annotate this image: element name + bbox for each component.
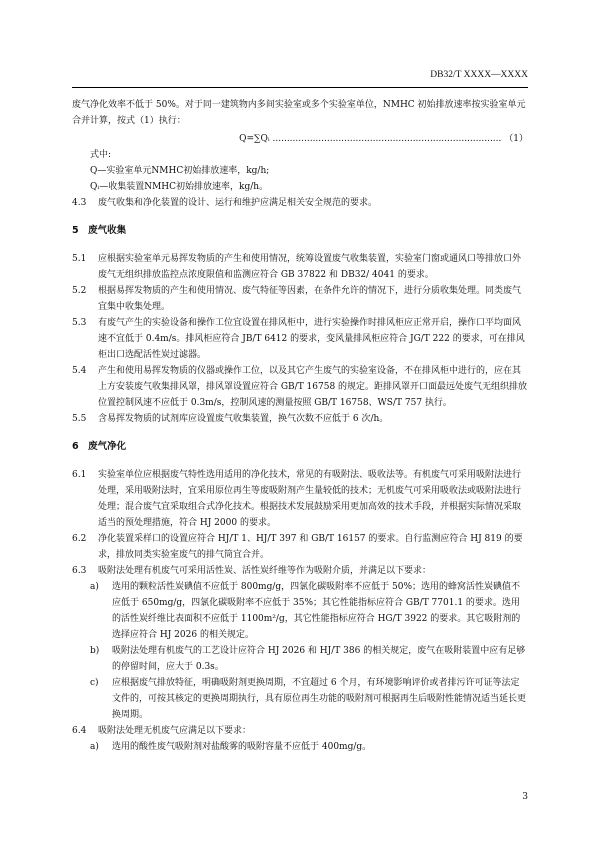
where-label: 式中: [90,150,112,160]
clause-6-4 [72,723,528,739]
intro-paragraph: 废气净化效率不低于 50%。对于同一建筑物内多间实验室或多个实验室单位，NMHC 初始排放速率按实验室单元合并计算，按式（1）执行： [72,100,526,126]
clause-6-2 [72,531,528,563]
definition-qi: Qᵢ—收集装置NMHC初始排放速率，kg/h。 [90,182,269,192]
clause-5-1 [72,251,528,283]
clause-text: 应根据实验室单元易挥发物质的产生和使用情况，统筹设置废气收集装置，实验室门窗或通风口等排放口外废气无组织排放监控点浓度限值和监测应符合 GB 37822 和 DB32/ 4041 的要求。 [98,254,522,280]
clause-number: 6.2 [72,534,87,544]
clause-number: 6.4 [72,726,87,736]
clause-5-5 [72,411,528,427]
clause-4-3 [72,195,528,211]
formula-expression: Q=∑Qᵢ [239,134,270,144]
clause-number: 5.5 [72,414,87,424]
list-text: 应根据废气排放特征，明确吸附剂更换周期，不宜超过 6 个月，有环境影响评价或者排污许可证等法定文件的，可按其核定的更换周期执行，具有原位再生功能的吸附剂可根据再生后吸附性能情况适当延长更换周期。 [112,678,527,720]
list-item-6-4-a [72,739,528,755]
list-text: 选用的颗粒活性炭碘值不应低于 800mg/g，四氯化碳吸附率不应低于 50%；选用的蜂窝活性炭碘值不应低于 650mg/g，四氯化碳吸附率不应低于 35%；其它性能指标应符合 GB/T 7701.1 的要求。选用的活性炭纤维比表面积不应低于 1100m²/g，其它性能指标应符合 HG/T 3922 的要求。其它吸附剂的选择应符合 HJ 2026 的相关规定。 [112,582,521,640]
list-item-6-3-a [72,579,528,643]
clause-number: 4.3 [72,198,87,208]
clause-5-3 [72,315,528,363]
list-label: a) [90,742,99,752]
formula-leader: ................................................................................ [272,134,502,144]
clause-number: 5.1 [72,254,87,264]
formula-definitions [72,147,528,195]
clause-text: 吸附法处理有机废气可采用活性炭、活性炭纤维等作为吸附介质，并满足以下要求： [98,566,432,576]
list-item-6-3-c [72,675,528,723]
clause-5-4 [72,363,528,411]
clause-number: 5.2 [72,286,87,296]
clause-text: 废气收集和净化装置的设计、运行和维护应满足相关安全规范的要求。 [98,198,378,208]
clause-6-1 [72,467,528,531]
clause-text: 含易挥发物质的试剂库应设置废气收集装置，换气次数不应低于 6 次/h。 [98,414,389,424]
clause-text: 吸附法处理无机废气应满足以下要求： [98,726,252,736]
clause-number: 6.1 [72,470,87,480]
section-5-heading: 5 废气收集 [72,225,127,236]
list-label: c) [90,678,99,688]
clause-6-3 [72,563,528,579]
clause-text: 净化装置采样口的设置应符合 HJ/T 1、HJ/T 397 和 GB/T 16157 的要求。自行监测应符合 HJ 819 的要求，排放同类实验室废气的排气筒宜合并。 [98,534,523,560]
header-rule [72,87,528,88]
document-code: DB32/T XXXX—XXXX [430,70,528,80]
clause-5-2 [72,283,528,315]
clause-text: 产生和使用易挥发物质的仪器或操作工位，以及其它产生废气的实验室设备，不在排风柜中进行的，应在其上方安装废气收集排风罩，排风罩设置应符合 GB/T 16758 的规定。距排风罩开口面最远处废气无组织排放位置控制风速不应低于 0.3m/s，控制风速的测量按照 GB/T 16758、WS/T 757 执行。 [98,366,528,408]
clause-text: 根据易挥发物质的产生和使用情况、废气特征等因素，在条件允许的情况下，进行分质收集处理。同类废气宜集中收集处理。 [98,286,522,312]
definition-q: Q—实验室单元NMHC初始排放速率，kg/h; [90,166,270,176]
page-number: 3 [522,792,528,802]
page-body [72,97,528,755]
list-text: 选用的酸性废气吸附剂对盐酸雾的吸附容量不应低于 400mg/g。 [112,742,372,752]
clause-number: 5.4 [72,366,87,376]
list-label: a) [90,582,99,592]
formula-1 [72,131,528,147]
clause-text: 实验室单位应根据废气特性选用适用的净化技术，常见的有吸附法、吸收法等。有机废气可采用吸附法进行处理，采用吸附法时，宜采用原位再生等废吸附剂产生量较低的技术；无机废气可采用吸收法或吸附法进行处理；混合废气宜采取组合式净化技术。根据技术发展鼓励采用更加高效的技术手段，并根据实际情况采取适当的预处理措施，符合 HJ 2000 的要求。 [98,470,522,528]
clause-number: 6.3 [72,566,87,576]
formula-number: （1） [504,134,528,144]
list-label: b) [90,646,100,656]
clause-text: 有废气产生的实验设备和操作工位宜设置在排风柜中，进行实验操作时排风柜应正常开启，操作口平均面风速不宜低于 0.4m/s。排风柜应符合 JB/T 6412 的要求，变风量排风柜应符合 JG/T 222 的要求，可在排风柜出口选配活性炭过滤器。 [98,318,525,360]
clause-number: 5.3 [72,318,87,328]
list-text: 吸附法处理有机废气的工艺设计应符合 HJ 2026 和 HJ/T 386 的相关规定，废气在吸附装置中应有足够的停留时间，应大于 0.3s。 [112,646,526,672]
list-item-6-3-b [72,643,528,675]
section-6-heading: 6 废气净化 [72,441,127,452]
